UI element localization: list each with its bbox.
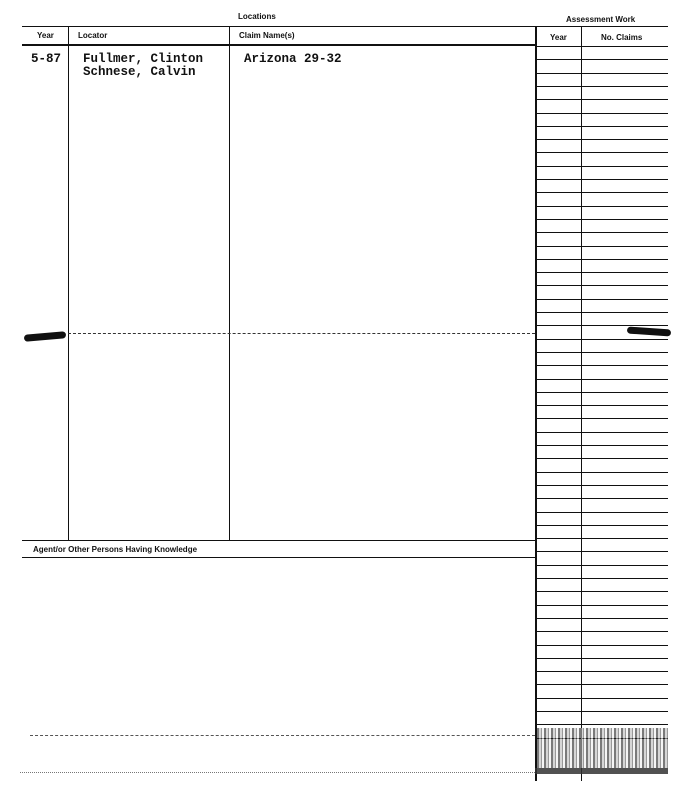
aw-row-line xyxy=(535,379,668,380)
aw-row-line xyxy=(535,179,668,180)
aw-row-line xyxy=(535,645,668,646)
aw-row-line xyxy=(535,192,668,193)
top-rule xyxy=(22,26,535,27)
aw-row-line xyxy=(535,232,668,233)
entry-year: 5-87 xyxy=(31,52,62,66)
aw-row-line xyxy=(535,259,668,260)
aw-row-line xyxy=(535,591,668,592)
bottom-dashed-rule xyxy=(30,735,535,736)
bottom-dotted-rule xyxy=(20,772,535,773)
col-year-header: Year xyxy=(37,31,54,40)
aw-row-line xyxy=(535,698,668,699)
aw-row-line xyxy=(535,578,668,579)
aw-row-line xyxy=(535,432,668,433)
aw-row-line xyxy=(535,525,668,526)
aw-row-line xyxy=(535,166,668,167)
col-divider-locator-claims xyxy=(229,26,230,540)
aw-row-line xyxy=(535,246,668,247)
aw-row-line xyxy=(535,139,668,140)
right-punch-mark xyxy=(627,326,671,336)
aw-row-line xyxy=(535,285,668,286)
aw-row-line xyxy=(535,312,668,313)
col-aw-year-header: Year xyxy=(550,33,567,42)
aw-row-line xyxy=(535,605,668,606)
aw-row-line xyxy=(535,565,668,566)
aw-row-line xyxy=(535,59,668,60)
scan-noise-bottom-band xyxy=(535,768,668,774)
aw-row-line xyxy=(535,299,668,300)
aw-row-line xyxy=(535,551,668,552)
aw-row-line xyxy=(535,538,668,539)
aw-row-line xyxy=(535,671,668,672)
aw-row-line xyxy=(535,113,668,114)
aw-row-line xyxy=(535,458,668,459)
section-assessment-header: Assessment Work xyxy=(566,15,636,24)
aw-row-line xyxy=(535,724,668,725)
aw-row-line xyxy=(535,472,668,473)
aw-row-line xyxy=(535,658,668,659)
aw-row-line xyxy=(535,46,668,47)
aw-row-line xyxy=(535,631,668,632)
entry-locator-1: Fullmer, Clinton xyxy=(83,52,204,66)
aw-row-line xyxy=(535,512,668,513)
aw-row-line xyxy=(535,418,668,419)
col-divider-year-locator xyxy=(68,26,69,540)
aw-row-line xyxy=(535,485,668,486)
agent-bottom-rule xyxy=(22,557,535,558)
aw-row-line xyxy=(535,206,668,207)
mid-dashed-rule xyxy=(68,333,535,334)
aw-top-rule xyxy=(535,26,668,27)
header-bottom-rule xyxy=(22,44,535,46)
aw-row-line xyxy=(535,445,668,446)
agent-label: Agent/or Other Persons Having Knowledge xyxy=(33,545,198,554)
aw-row-line xyxy=(535,86,668,87)
left-punch-mark xyxy=(24,331,66,342)
aw-row-line xyxy=(535,618,668,619)
aw-row-line xyxy=(535,352,668,353)
aw-row-line xyxy=(535,392,668,393)
section-locations-header: Locations xyxy=(238,12,276,21)
col-aw-no-claims-header: No. Claims xyxy=(601,33,643,42)
aw-row-line xyxy=(535,405,668,406)
aw-row-line xyxy=(535,73,668,74)
aw-row-line xyxy=(535,99,668,100)
aw-row-line xyxy=(535,498,668,499)
aw-row-line xyxy=(535,339,668,340)
aw-row-line xyxy=(535,152,668,153)
entry-locator-2: Schnese, Calvin xyxy=(83,65,196,79)
aw-row-line xyxy=(535,711,668,712)
entry-claim-names: Arizona 29-32 xyxy=(244,52,342,66)
aw-row-line xyxy=(535,325,668,326)
agent-top-rule xyxy=(22,540,535,541)
aw-row-line xyxy=(535,219,668,220)
aw-row-line xyxy=(535,272,668,273)
col-locator-header: Locator xyxy=(78,31,108,40)
col-claim-names-header: Claim Name(s) xyxy=(239,31,295,40)
aw-row-line xyxy=(535,126,668,127)
aw-row-line xyxy=(535,684,668,685)
aw-row-line xyxy=(535,365,668,366)
scan-noise-aw xyxy=(537,728,668,768)
